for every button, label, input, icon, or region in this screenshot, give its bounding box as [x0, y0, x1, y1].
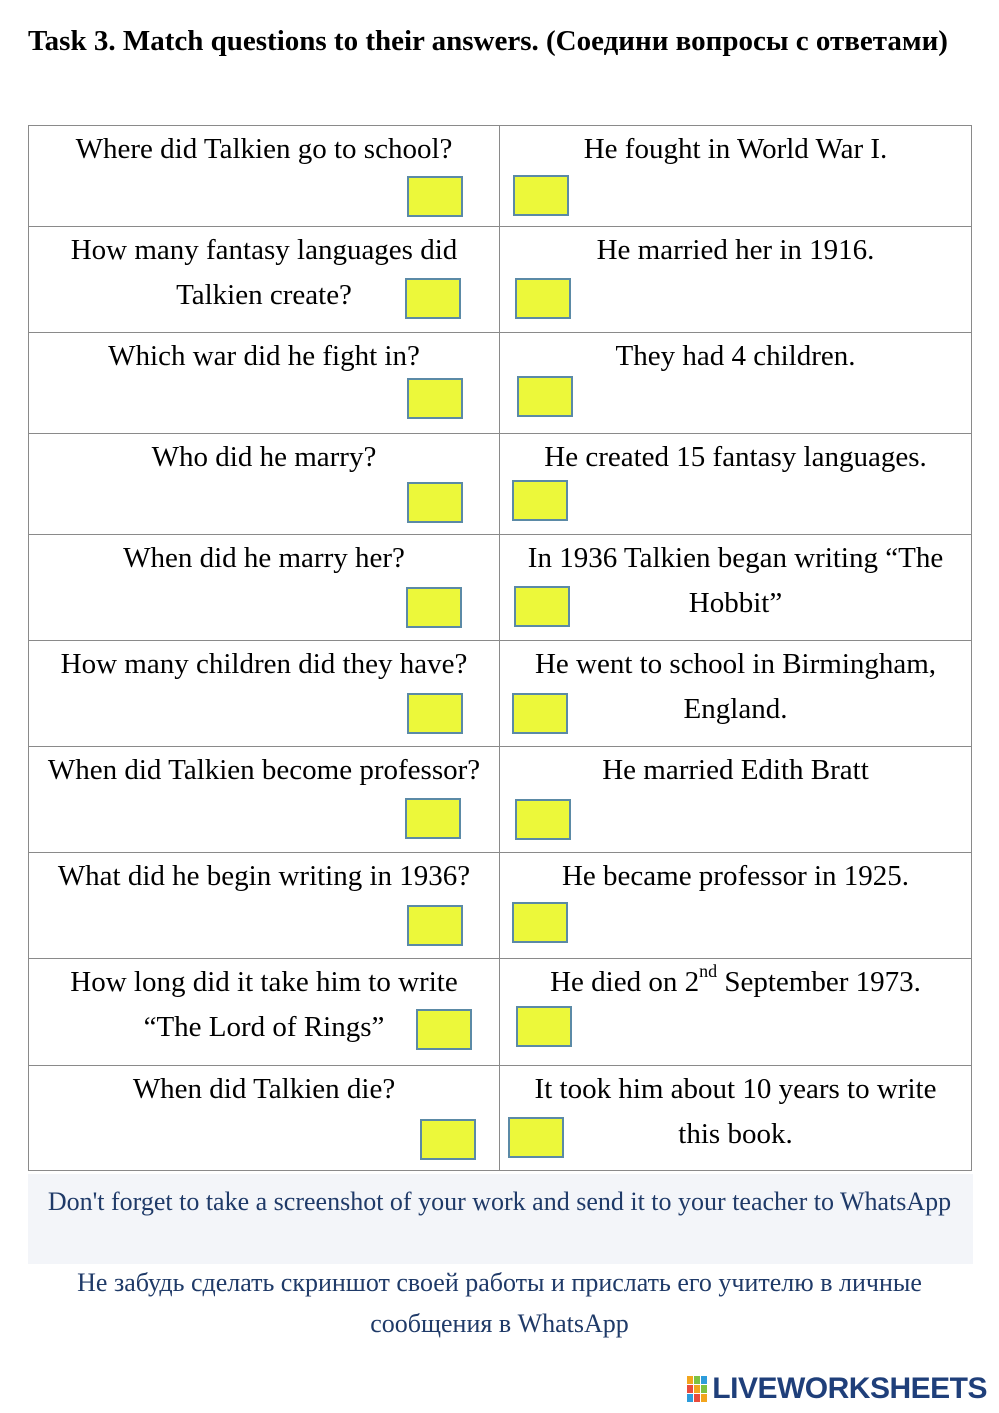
matching-table: [28, 125, 972, 1171]
question-cell: [29, 434, 500, 535]
answer-answer-box[interactable]: [516, 1006, 572, 1047]
question-answer-box[interactable]: [407, 378, 463, 419]
question-cell: [29, 126, 500, 227]
answer-answer-box[interactable]: [512, 693, 568, 734]
answer-answer-box[interactable]: [515, 799, 571, 840]
answer-text: He married her in 1916.: [596, 234, 875, 266]
question-cell: [29, 1066, 500, 1171]
question-answer-box[interactable]: [407, 905, 463, 946]
table-row: [29, 853, 972, 959]
footer-note-russian: Не забудь сделать скриншот своей работы и прислать его учителю в личные сообщения в WhatsApp: [77, 1268, 922, 1338]
table-row: [29, 535, 972, 641]
question-answer-box[interactable]: [405, 798, 461, 839]
answer-answer-box[interactable]: [514, 586, 570, 627]
question-answer-box[interactable]: [406, 587, 462, 628]
answer-answer-box[interactable]: [508, 1117, 564, 1158]
answer-cell: [500, 126, 972, 227]
question-cell: [29, 333, 500, 434]
answer-answer-box[interactable]: [515, 278, 571, 319]
answer-text: They had 4 children.: [615, 340, 856, 372]
question-text: Where did Talkien go to school?: [75, 133, 453, 165]
liveworksheets-logo-text: LIVEWORKSHEETS: [712, 1372, 987, 1405]
question-text: When did Talkien die?: [132, 1073, 396, 1105]
answer-cell: [500, 853, 972, 959]
answer-answer-box[interactable]: [512, 902, 568, 943]
answer-text: He fought in World War I.: [583, 133, 888, 165]
question-answer-box[interactable]: [416, 1009, 472, 1050]
question-cell: [29, 747, 500, 853]
answer-text: He became professor in 1925.: [561, 860, 910, 892]
table-row: [29, 227, 972, 333]
question-cell: [29, 641, 500, 747]
answer-cell: [500, 1066, 972, 1171]
answer-cell: [500, 434, 972, 535]
question-text: Which war did he fight in?: [108, 340, 420, 372]
question-answer-box[interactable]: [407, 482, 463, 523]
table-row: [29, 126, 972, 227]
footer-note-english: Don't forget to take a screenshot of your work and send it to your teacher to WhatsApp: [47, 1187, 952, 1216]
answer-cell: [500, 959, 972, 1066]
answer-cell: [500, 333, 972, 434]
answer-text: He married Edith Bratt: [602, 754, 869, 786]
table-row: [29, 747, 972, 853]
liveworksheets-logo: [687, 1372, 987, 1406]
table-row: [29, 333, 972, 434]
question-cell: [29, 853, 500, 959]
answer-cell: [500, 641, 972, 747]
question-text: When did Talkien become professor?: [47, 754, 481, 786]
question-text: What did he begin writing in 1936?: [57, 860, 471, 892]
answer-answer-box[interactable]: [512, 480, 568, 521]
question-answer-box[interactable]: [405, 278, 461, 319]
question-answer-box[interactable]: [407, 693, 463, 734]
question-text: How long did it take him to write “The Lord of Rings”: [70, 966, 458, 1043]
question-text: When did he marry her?: [123, 542, 405, 574]
answer-cell: [500, 227, 972, 333]
answer-text: He went to school in Birmingham, England.: [534, 648, 937, 725]
table-row: [29, 959, 972, 1066]
question-answer-box[interactable]: [407, 176, 463, 217]
question-answer-box[interactable]: [420, 1119, 476, 1160]
table-row: [29, 434, 972, 535]
question-text: How many fantasy languages did Talkien create?: [70, 234, 458, 311]
table-row: [29, 1066, 972, 1171]
question-cell: [29, 535, 500, 641]
answer-text-end: September 1973.: [717, 966, 921, 998]
liveworksheets-logo-icon: [687, 1376, 709, 1402]
answer-cell: [500, 747, 972, 853]
answer-text-start: He died on 2: [550, 966, 700, 998]
question-text: Who did he marry?: [151, 441, 377, 473]
ordinal-suffix: nd: [699, 961, 718, 982]
answer-text: He created 15 fantasy languages.: [544, 441, 927, 473]
answer-text: In 1936 Talkien began writing “The Hobbit”: [527, 542, 944, 619]
task-title: Task 3. Match questions to their answers. (Соедини вопросы с ответами): [28, 25, 948, 57]
table-row: [29, 641, 972, 747]
answer-text: [510, 959, 961, 1005]
question-cell: [29, 227, 500, 333]
answer-answer-box[interactable]: [513, 175, 569, 216]
question-text: How many children did they have?: [60, 648, 468, 680]
question-cell: [29, 959, 500, 1066]
answer-answer-box[interactable]: [517, 376, 573, 417]
answer-cell: [500, 535, 972, 641]
answer-text: It took him about 10 years to write this book.: [534, 1073, 937, 1150]
